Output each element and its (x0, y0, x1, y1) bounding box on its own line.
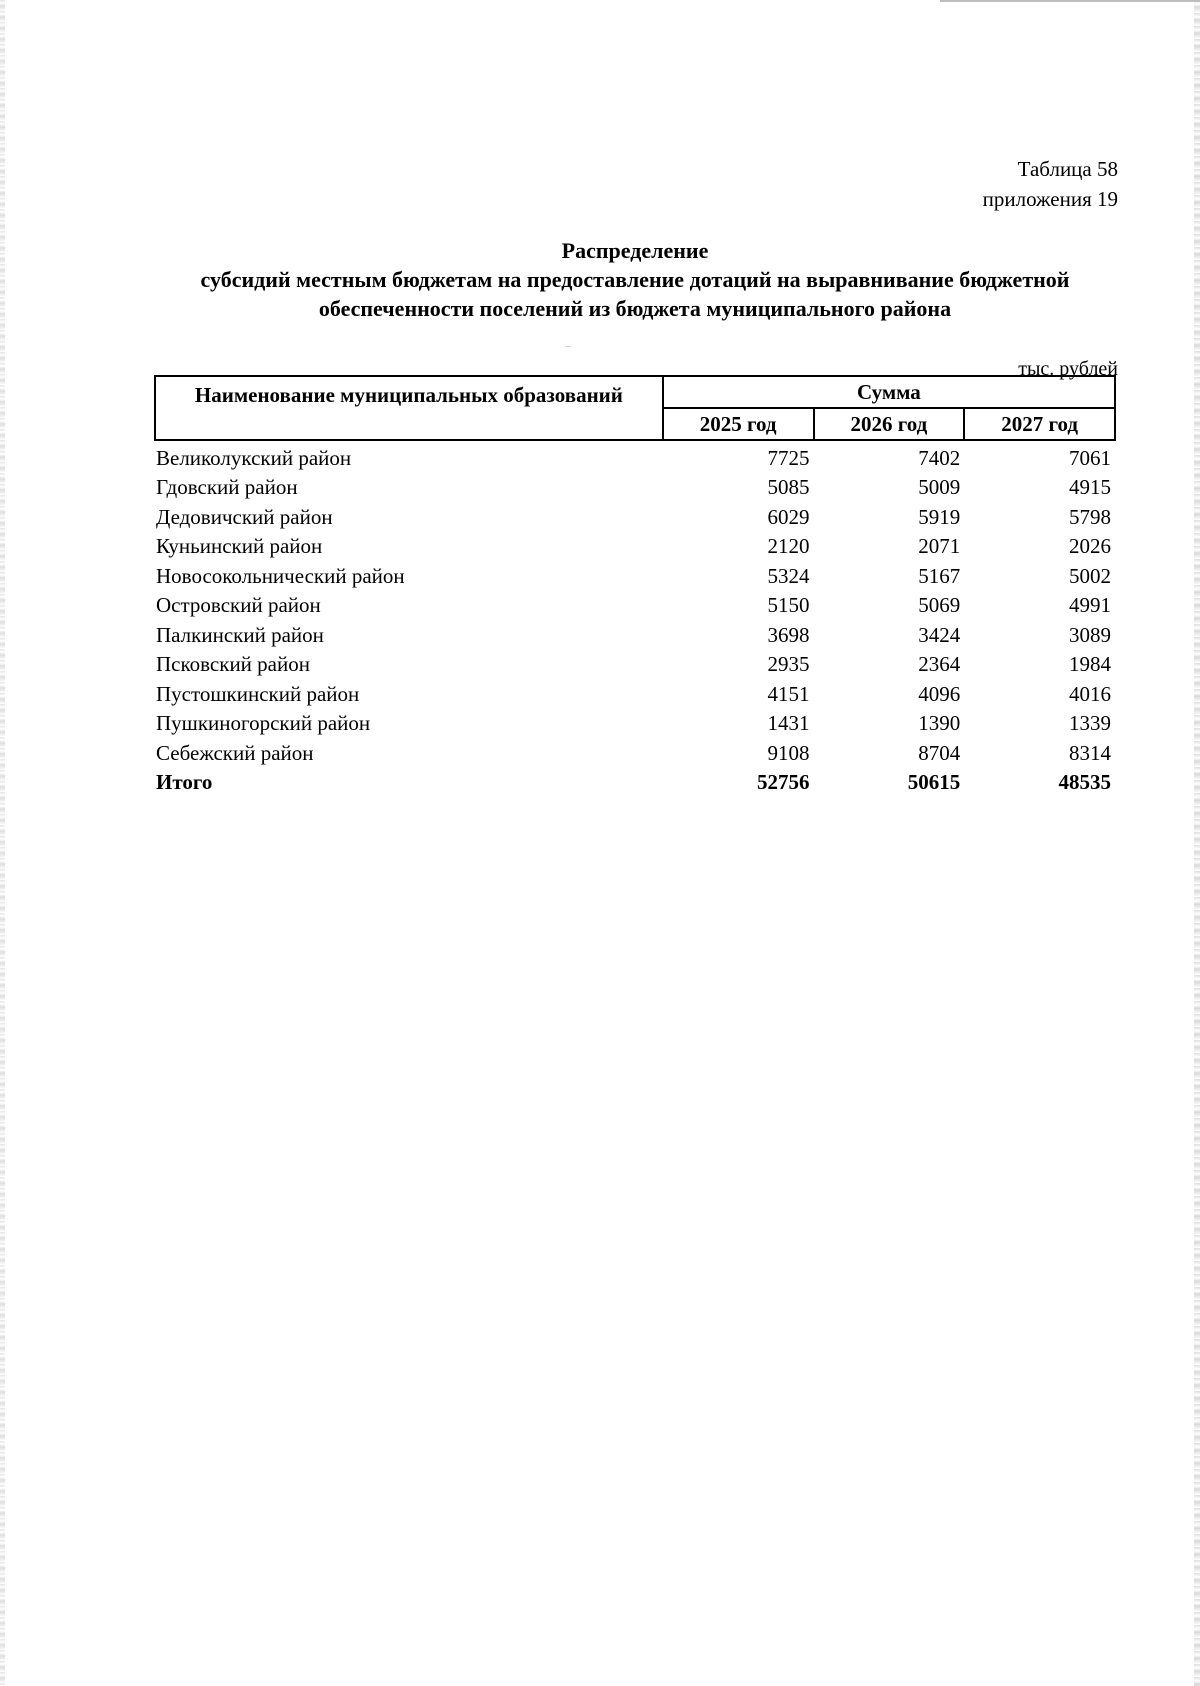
row-value-2027: 7061 (1069, 445, 1111, 470)
row-value-2026: 7402 (918, 445, 961, 470)
table-row (155, 440, 1115, 471)
row-name: Дедовичский район (156, 504, 333, 529)
row-name: Гдовский район (156, 475, 298, 499)
scan-speck (565, 346, 571, 347)
row-name: Новосокольнический район (156, 563, 405, 588)
title-line-1: Распределение (561, 238, 709, 263)
document-title (140, 236, 1130, 323)
table-row (155, 471, 1115, 501)
row-value-2027: 4016 (1069, 681, 1111, 706)
table-row (155, 500, 1115, 530)
row-value-2026: 5069 (918, 593, 961, 617)
table-row (155, 559, 1115, 589)
header-year-2026: 2026 год (814, 408, 965, 440)
scan-edge-left (0, 0, 5, 1686)
row-value-2025: 9108 (767, 740, 810, 765)
title-line-3: обеспеченности поселений из бюджета муниципального района (318, 296, 952, 321)
row-value-2025: 7725 (767, 445, 810, 470)
row-value-2027: 5002 (1069, 563, 1111, 588)
row-name: Пустошкинский район (156, 681, 360, 706)
table-row (155, 589, 1115, 619)
table-header (155, 376, 1115, 440)
row-value-2027: 1984 (1069, 652, 1111, 676)
row-value-2026: 8704 (918, 740, 961, 765)
row-value-2026: 5167 (918, 563, 961, 588)
table-row (155, 618, 1115, 648)
header-year-2025: 2025 год (663, 408, 814, 440)
total-label: Итого (156, 770, 213, 794)
table-row (155, 736, 1115, 766)
row-value-2026: 2071 (918, 534, 961, 558)
row-value-2026: 5009 (918, 475, 961, 499)
row-value-2025: 2120 (767, 534, 810, 558)
row-value-2025: 1431 (767, 711, 810, 735)
header-municipality: Наименование муниципальных образований (155, 376, 663, 440)
row-value-2026: 5919 (918, 504, 961, 529)
row-value-2025: 5150 (767, 593, 810, 617)
row-value-2026: 1390 (918, 711, 961, 735)
row-value-2025: 5085 (767, 475, 810, 499)
row-value-2025: 5324 (767, 563, 810, 588)
row-name: Островский район (156, 593, 321, 617)
total-value-2026: 50615 (907, 770, 961, 794)
row-value-2027: 1339 (1069, 711, 1111, 735)
total-value-2025: 52756 (757, 770, 810, 794)
title-line-2: субсидий местным бюджетам на предоставление дотаций на выравнивание бюджетной (200, 267, 1070, 292)
row-value-2027: 2026 (1069, 534, 1111, 558)
row-name: Великолукский район (156, 445, 352, 470)
table-body (155, 440, 1115, 795)
row-value-2025: 2935 (767, 652, 810, 676)
table-reference (983, 154, 1118, 214)
row-name: Куньинский район (156, 534, 323, 558)
scan-edge-right (1194, 0, 1200, 1686)
row-value-2027: 5798 (1069, 504, 1111, 529)
table-row (155, 530, 1115, 560)
scan-edge-top (940, 0, 1200, 2)
row-value-2027: 3089 (1069, 622, 1111, 647)
row-value-2027: 8314 (1069, 740, 1111, 765)
row-name: Псковский район (156, 652, 310, 676)
header-year-2027: 2027 год (964, 408, 1115, 440)
row-value-2025: 6029 (767, 504, 810, 529)
appendix-label: приложения 19 (982, 187, 1118, 211)
row-name: Пушкиногорский район (156, 711, 371, 735)
table-row (155, 677, 1115, 707)
units-label: тыс. рублей (1018, 358, 1118, 380)
row-name: Палкинский район (156, 622, 324, 647)
row-name: Себежский район (156, 740, 314, 765)
table-total-row (155, 766, 1115, 796)
distribution-table (154, 375, 1116, 795)
total-value-2027: 48535 (1058, 770, 1111, 794)
row-value-2027: 4991 (1069, 593, 1111, 617)
row-value-2026: 4096 (918, 681, 961, 706)
row-value-2026: 2364 (918, 652, 961, 676)
header-sum: Сумма (663, 376, 1115, 408)
row-value-2027: 4915 (1069, 475, 1111, 499)
row-value-2025: 4151 (767, 681, 810, 706)
row-value-2025: 3698 (767, 622, 810, 647)
table-label: Таблица 58 (1017, 157, 1118, 181)
table-row (155, 707, 1115, 737)
row-value-2026: 3424 (918, 622, 961, 647)
table-row (155, 648, 1115, 678)
